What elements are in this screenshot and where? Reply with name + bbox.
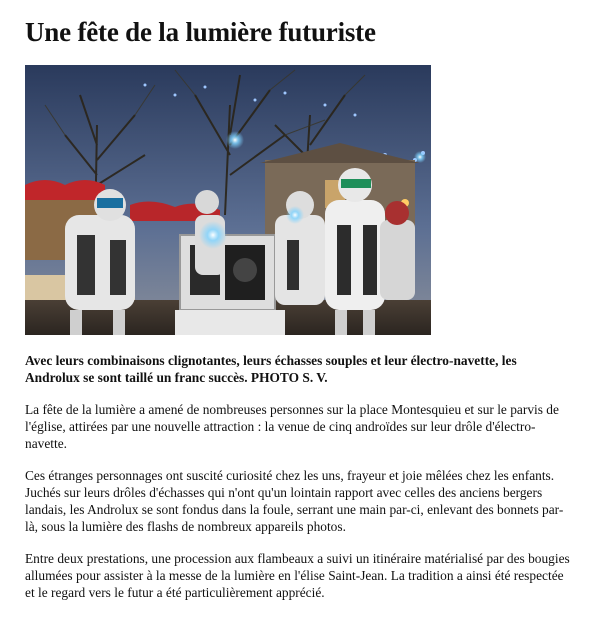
photo-caption: Avec leurs combinaisons clignotantes, leurs échasses souples et leur électro-navette, les Androlux se sont taillé un franc succès. PHOTO S. V. [25, 353, 517, 385]
article-paragraph: Entre deux prestations, une procession aux flambeaux a suivi un itinéraire matérialisé par des bougies allumées pour assister à la messe de la lumière en l'élise Saint-Jean. La tradition a ainsi été respectée et le regard vers le futur a été particulièrement apprécié. [25, 551, 570, 600]
article-paragraph: Ces étranges personnages ont suscité curiosité chez les uns, frayeur et joie mêlées chez les enfants. Juchés sur leurs drôles d'échasses qui n'ont qu'un lointain rapport avec celles des anciens bergers landais, les Androlux se sont fondus dans la foule, serrant une main par-ci, enlevant des bonnets par-là, sous la lumière des flashs de nombreux appareils photos. [25, 468, 564, 534]
article-paragraph: La fête de la lumière a amené de nombreuses personnes sur la place Montesquieu et sur le parvis de l'église, attirées par une nouvelle attraction : la venue de cinq androïdes sur leur drôle d'électro-navette. [25, 402, 559, 451]
article-headline: Une fête de la lumière futuriste [25, 17, 376, 47]
article-photo [25, 65, 431, 335]
photo-illustration [25, 65, 431, 335]
